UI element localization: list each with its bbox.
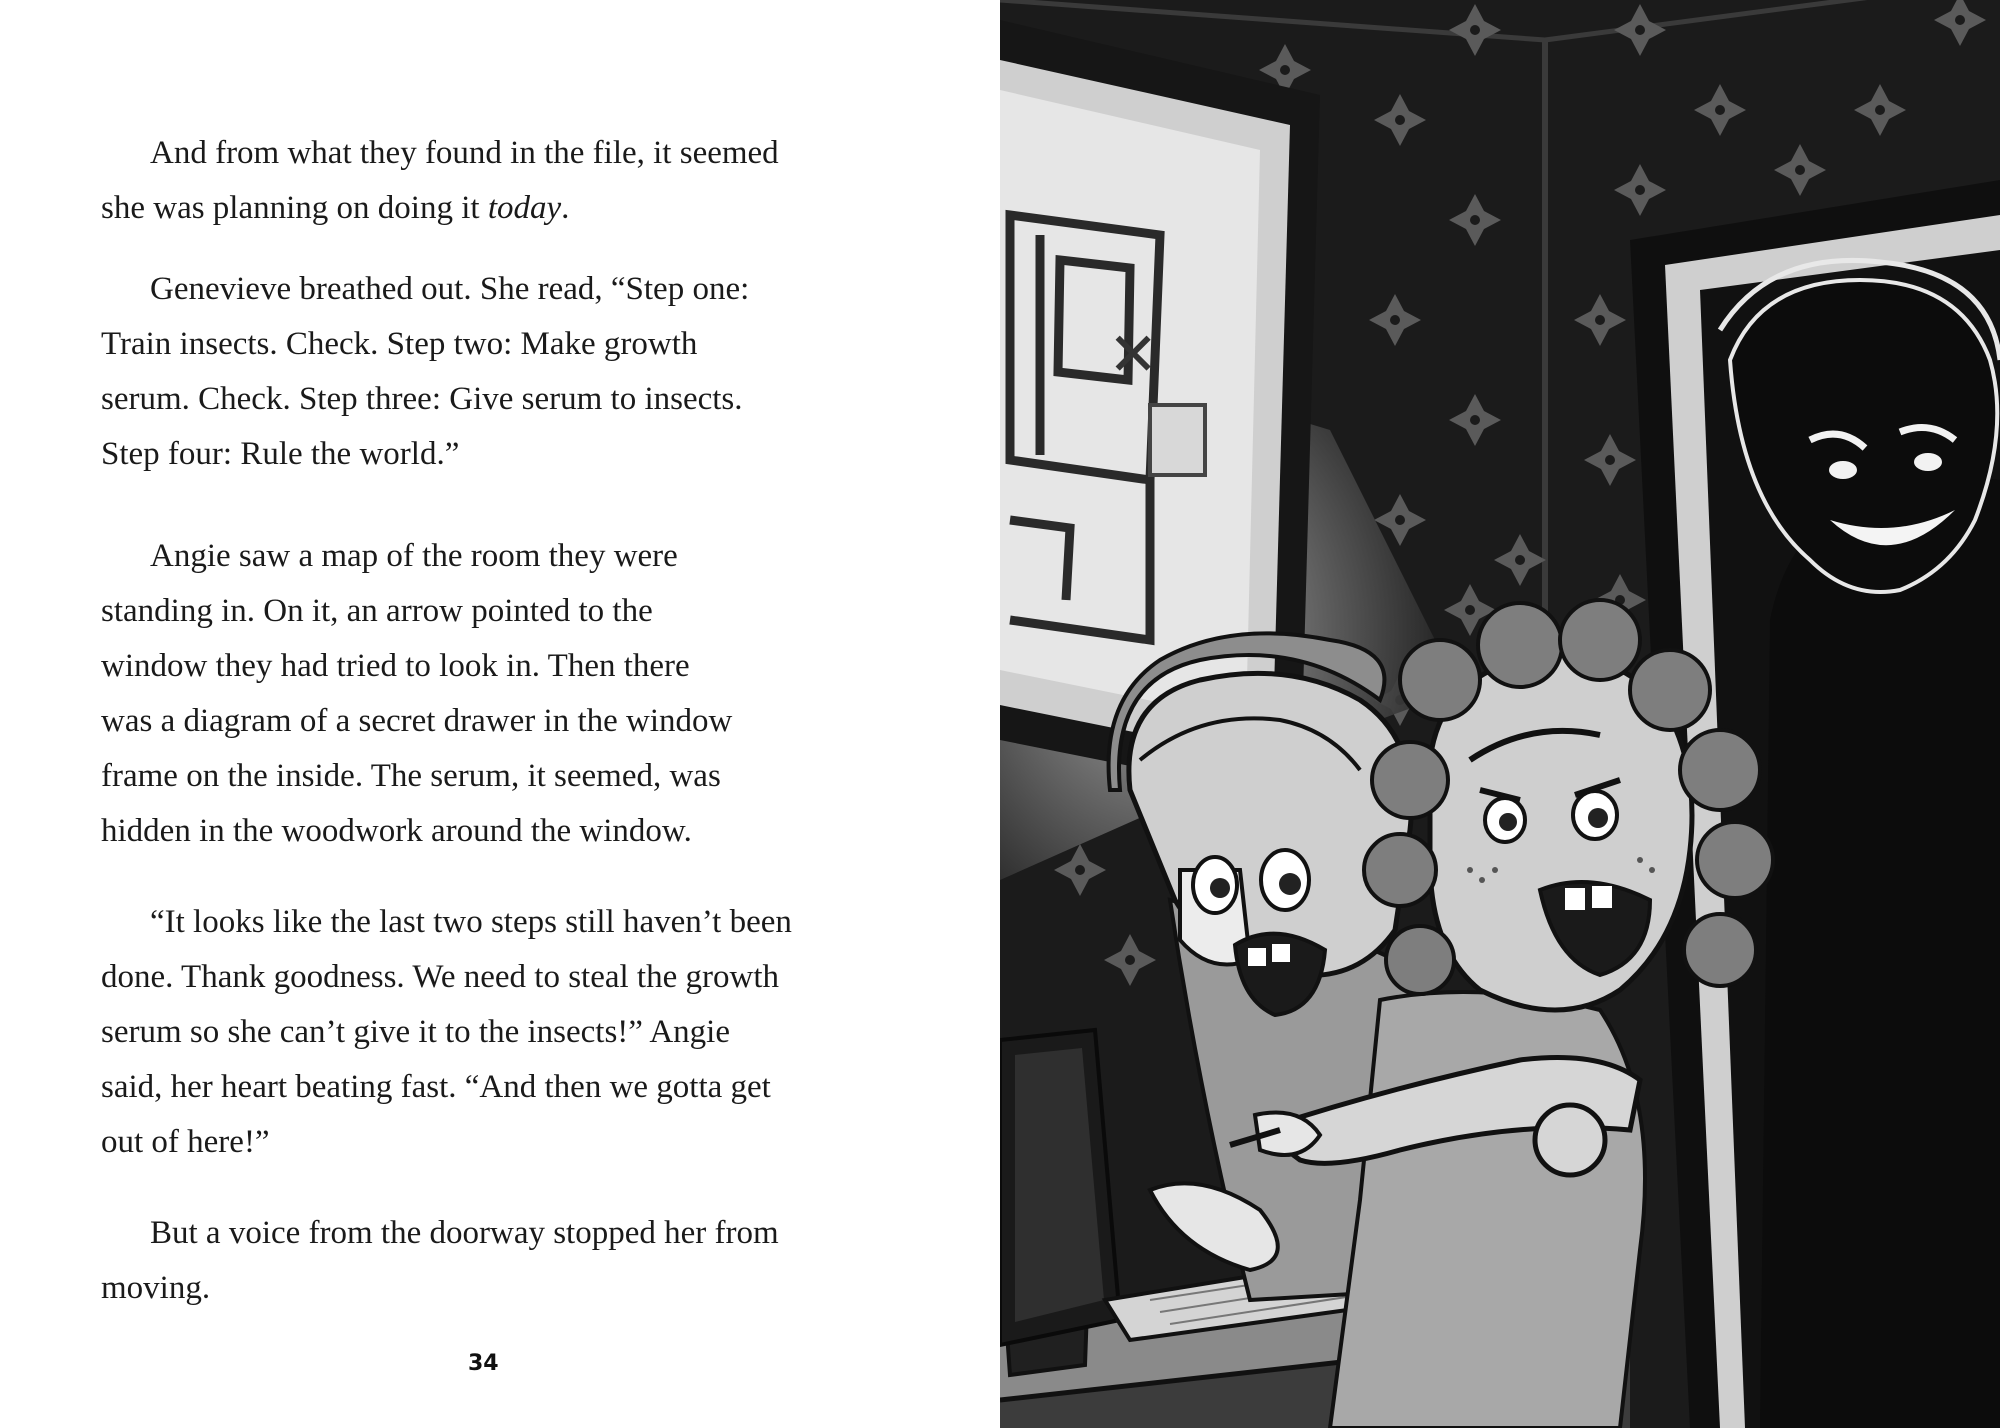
text-line: “It looks like the last two steps still haven’t been — [150, 904, 792, 940]
paragraph-1 — [101, 126, 881, 236]
text-line: moving. — [101, 1270, 211, 1306]
text-line: hidden in the woodwork around the window. — [101, 813, 692, 849]
text-line: done. Thank goodness. We need to steal the growth — [101, 959, 779, 995]
text-line: was a diagram of a secret drawer in the window — [101, 703, 733, 739]
text-line: window they had tried to look in. Then there — [101, 648, 690, 684]
text-line: frame on the inside. The serum, it seemed, was — [101, 758, 721, 794]
paragraph-2 — [101, 262, 881, 482]
paragraph-3 — [101, 529, 881, 859]
text-line: Train insects. Check. Step two: Make growth — [101, 326, 698, 362]
text-line: But a voice from the doorway stopped her from — [150, 1215, 779, 1251]
emphasis-today: today — [487, 190, 562, 226]
text-line: Angie saw a map of the room they were — [150, 538, 678, 574]
text-line: she was planning on doing it today. — [101, 190, 570, 226]
text-line: said, her heart beating fast. “And then we gotta get — [101, 1069, 771, 1105]
text-line: serum. Check. Step three: Give serum to insects. — [101, 381, 743, 417]
paragraph-5 — [101, 1206, 881, 1316]
illustration — [1000, 0, 2000, 1428]
svg-text:✕: ✕ — [1108, 320, 1159, 390]
text-line: Step four: Rule the world.” — [101, 436, 460, 472]
page-number: 34 — [468, 1351, 499, 1376]
text-line: serum so she can’t give it to the insects!” Angie — [101, 1014, 730, 1050]
text-line: Genevieve breathed out. She read, “Step one: — [150, 271, 750, 307]
paragraph-4 — [101, 895, 881, 1170]
text-line: And from what they found in the file, it seemed — [150, 135, 779, 171]
text-line: standing in. On it, an arrow pointed to the — [101, 593, 653, 629]
text-line: out of here!” — [101, 1124, 270, 1160]
